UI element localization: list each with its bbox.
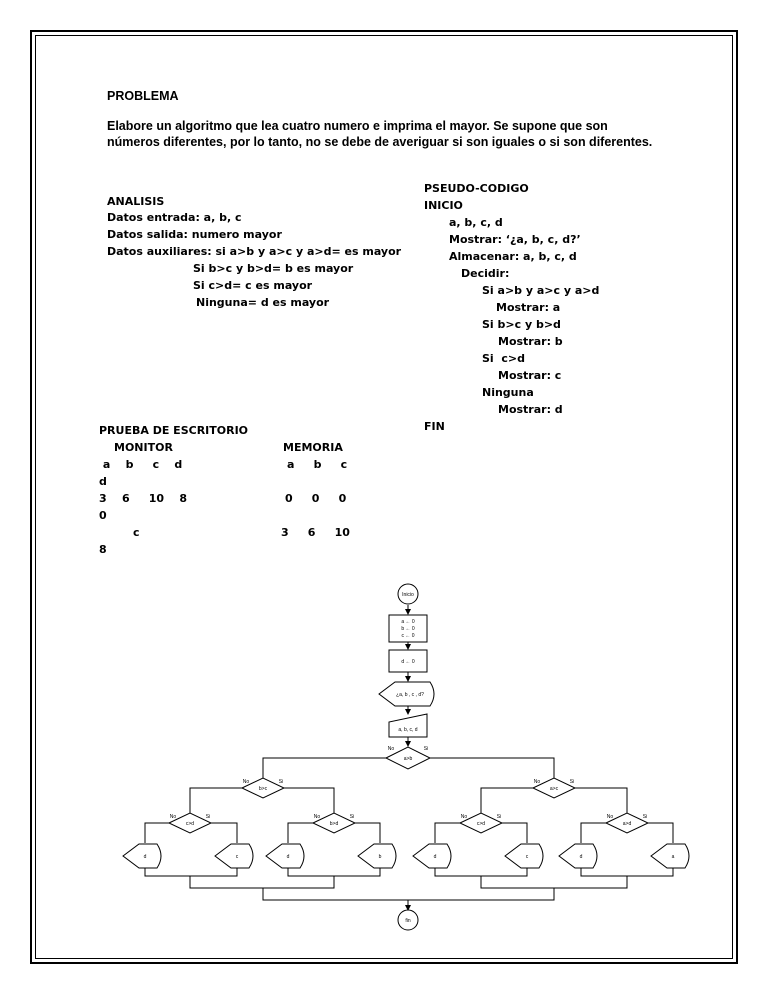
- start-label: Inicio: [402, 592, 414, 598]
- pseudo-line: Si c>d: [482, 352, 525, 365]
- init-line: a ← 0: [401, 619, 415, 625]
- cond-lr-label: b>d: [329, 821, 339, 827]
- analysis-aux-1: Datos auxiliares: si a>b y a>c y a>d= es mayor: [107, 245, 402, 258]
- cond-rr-label: a>d: [622, 821, 632, 827]
- output-symbol: [123, 844, 161, 868]
- pseudo-line: Decidir:: [461, 267, 510, 280]
- monitor-header: a b c d: [99, 458, 183, 471]
- cond-rl-label: c>d: [476, 821, 486, 827]
- pseudo-line: Mostrar: a: [496, 301, 561, 314]
- output-symbol: [358, 844, 396, 868]
- no-label: No: [169, 814, 177, 820]
- output-symbol: [505, 844, 543, 868]
- monitor-c: c: [133, 526, 140, 539]
- cond-root-label: a>b: [403, 756, 413, 762]
- memoria-zero-wrap: 0: [99, 509, 107, 522]
- init-line: c ← 0: [401, 633, 415, 639]
- monitor-header-wrap: d: [99, 475, 107, 488]
- si-label: Si: [205, 814, 211, 820]
- no-label: No: [313, 814, 321, 820]
- init-line-d: d ← 0: [401, 659, 415, 665]
- si-label: Si: [278, 779, 284, 785]
- monitor-values: 3 6 10 8: [99, 492, 188, 505]
- input-symbol: [389, 714, 427, 737]
- problem-line-2: números diferentes, por lo tanto, no se debe de averiguar si son iguales o si son diferentes.: [107, 135, 653, 149]
- output-symbol: [651, 844, 689, 868]
- no-label: No: [460, 814, 468, 820]
- no-label: No: [533, 779, 541, 785]
- output-symbol: [559, 844, 597, 868]
- display-label: ¿a, b , c , d?: [396, 692, 424, 698]
- pseudo-line: Mostrar: d: [498, 403, 563, 416]
- si-label: Si: [349, 814, 355, 820]
- analysis-entrada: Datos entrada: a, b, c: [107, 211, 242, 224]
- output-label: d: [286, 854, 290, 860]
- output-label: a: [671, 854, 675, 860]
- init-line: b ← 0: [401, 626, 415, 632]
- si-label: Si: [496, 814, 502, 820]
- analysis-title: ANALISIS: [107, 195, 165, 208]
- output-label: b: [378, 854, 382, 860]
- si-label: Si: [569, 779, 575, 785]
- analysis-aux-2: Si b>c y b>d= b es mayor: [193, 262, 354, 275]
- output-label: d: [143, 854, 147, 860]
- pseudo-line: Mostrar: ‘¿a, b, c, d?’: [449, 233, 581, 246]
- output-label: c: [235, 854, 239, 860]
- pseudo-line: Ninguna: [482, 386, 534, 399]
- si-label: Si: [642, 814, 648, 820]
- pseudo-inicio: INICIO: [424, 199, 463, 212]
- pseudo-line: Mostrar: c: [498, 369, 562, 382]
- memoria-header: a b c: [287, 458, 348, 471]
- problem-title: PROBLEMA: [107, 89, 179, 103]
- output-symbol: [266, 844, 304, 868]
- no-label: No: [606, 814, 614, 820]
- cond-right-label: a>c: [549, 786, 559, 792]
- pseudo-line: Almacenar: a, b, c, d: [449, 250, 577, 263]
- cond-left-label: b>c: [258, 786, 268, 792]
- memoria-label: MEMORIA: [283, 441, 343, 454]
- output-symbol: [215, 844, 253, 868]
- pseudo-title: PSEUDO-CODIGO: [424, 182, 529, 195]
- no-label: No: [242, 779, 250, 785]
- pseudo-line: Mostrar: b: [498, 335, 563, 348]
- no-label: No: [387, 746, 395, 752]
- memoria-zeros: 0 0 0: [285, 492, 347, 505]
- analysis-salida: Datos salida: numero mayor: [107, 228, 282, 241]
- end-label: fin: [405, 918, 411, 924]
- memoria-values-wrap: 8: [99, 543, 107, 556]
- output-symbol: [413, 844, 451, 868]
- cond-ll-label: c>d: [185, 821, 195, 827]
- pseudo-fin: FIN: [424, 420, 445, 433]
- desk-test-title: PRUEBA DE ESCRITORIO: [99, 424, 249, 437]
- memoria-values: 3 6 10: [281, 526, 350, 539]
- output-label: d: [433, 854, 437, 860]
- si-label: Si: [423, 746, 429, 752]
- pseudo-line: Si b>c y b>d: [482, 318, 561, 331]
- input-label: a, b, c, d: [398, 727, 418, 733]
- output-label: d: [579, 854, 583, 860]
- analysis-aux-4: Ninguna= d es mayor: [196, 296, 330, 309]
- monitor-label: MONITOR: [114, 441, 173, 454]
- analysis-aux-3: Si c>d= c es mayor: [193, 279, 313, 292]
- pseudo-line: Si a>b y a>c y a>d: [482, 284, 600, 297]
- problem-line-1: Elabore un algoritmo que lea cuatro numero e imprima el mayor. Se supone que son: [107, 119, 608, 133]
- output-label: c: [525, 854, 529, 860]
- pseudo-line: a, b, c, d: [449, 216, 503, 229]
